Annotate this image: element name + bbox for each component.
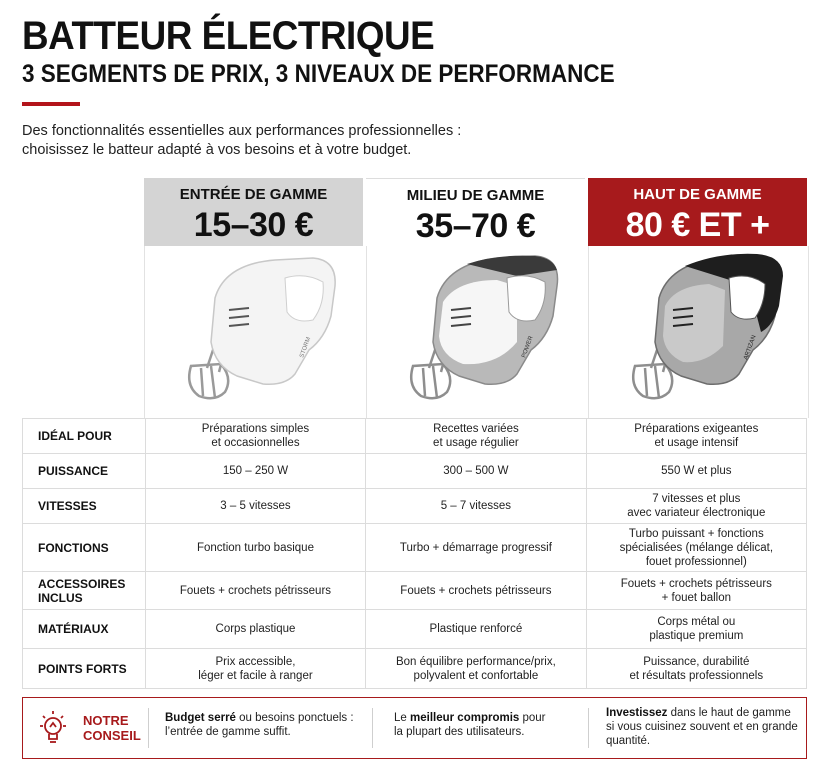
advice-text: dans le haut de gamme [667,707,791,719]
advice-box [22,697,807,759]
row-label [23,572,146,610]
table-row [23,419,807,454]
table-cell [366,419,587,454]
advice-label-line: NOTRE [83,713,129,728]
product-image-entry [144,246,364,418]
cell-line: léger et facile à ranger [198,669,313,682]
cell-line: et résultats professionnels [629,669,764,682]
price-range: 80 € ET + [625,206,770,244]
divider [148,708,149,748]
table-cell [145,610,365,649]
cell-line: fouet professionnel) [645,555,747,568]
page-subtitle: 3 SEGMENTS DE PRIX, 3 NIVEAUX DE PERFORMANCE [22,60,615,88]
brand-mark: POWER [521,335,535,359]
cell-line: Turbo puissant + fonctions [628,527,764,540]
table-row [23,572,807,610]
label-line: FONCTIONS [38,540,109,555]
label-line: VITESSES [38,499,97,513]
cell-line: Prix accessible, [215,655,296,668]
cell-line: et occasionnelles [211,437,300,449]
cell-line: 7 vitesses et plus [652,493,741,505]
accent-rule [22,102,80,106]
segment-label: ENTRÉE DE GAMME [179,186,328,203]
column-header-mid [366,178,585,247]
advice-emphasis: Budget serré [165,712,236,724]
cell-line: et usage intensif [654,437,739,449]
column-header-entry [144,178,363,246]
cell-line: polyvalent et confortable [413,669,539,682]
cell-line: et usage régulier [433,437,519,449]
intro-line: choisissez le batteur adapté à vos besoins et à votre budget. [22,142,412,158]
segment-label: HAUT DE GAMME [633,186,762,203]
column-header-high [588,178,807,246]
table-cell [145,489,365,524]
product-image-high [588,246,809,418]
advice-label [83,713,141,743]
cell-line: 3 – 5 vitesses [220,500,291,512]
product-image-mid [366,246,586,418]
mixer-body [211,258,335,384]
cell-line: Fonction turbo basique [196,541,314,554]
label-line: PUISSANCE [38,464,109,478]
cell-line: Plastique renforcé [429,623,523,635]
cell-line: avec variateur électronique [627,507,766,519]
table-cell [586,610,806,649]
cell-line: Préparations simples [201,423,310,435]
cell-line: spécialisées (mélange délicat, [619,541,774,554]
table-row [23,524,807,572]
price-range: 15–30 € [193,206,314,244]
advice-text: l’entrée de gamme suffit. [165,726,291,738]
hand-mixer-steel-image [589,246,808,418]
table-cell [366,572,587,610]
advice-item-premium [606,706,802,748]
label-line: IDÉAL POUR [38,429,112,443]
advice-item-compromise [394,711,594,739]
label-line: INCLUS [38,590,83,605]
table-cell [366,649,587,689]
cell-line: plastique premium [649,630,744,642]
table-cell [145,572,365,610]
hand-mixer-white-image [145,246,364,418]
advice-label-line: CONSEIL [83,728,141,743]
brand-mark: ARTIZAN [743,334,758,361]
table-row [23,610,807,649]
comparison-table [22,418,807,689]
advice-text: quantité. [606,735,651,747]
cell-line: Recettes variées [433,423,519,435]
advice-emphasis: meilleur compromis [410,712,520,724]
table-cell [586,524,806,572]
table-cell [586,489,806,524]
label-line: ACCESSOIRES [38,576,126,591]
cell-line: 550 W et plus [661,465,732,477]
table-row [23,489,807,524]
hand-mixer-silver-image [367,246,586,418]
cell-line: Puissance, durabilité [643,655,750,668]
row-label [23,489,146,524]
cell-line: Fouets + crochets pétrisseurs [620,577,772,590]
intro-text [22,122,542,160]
cell-line: + fouet ballon [661,591,732,604]
table-cell [586,572,806,610]
cell-line: 5 – 7 vitesses [440,500,512,512]
divider [588,708,589,748]
advice-emphasis: Investissez [606,707,668,719]
table-row [23,454,807,489]
intro-line: Des fonctionnalités essentielles aux performances professionnelles : [22,123,462,139]
price-range: 35–70 € [415,207,536,245]
advice-text: ou besoins ponctuels : [235,712,354,724]
cell-line: Préparations exigeantes [634,423,759,435]
table-cell [366,489,587,524]
advice-text: Le [394,712,410,724]
advice-text: la plupart des utilisateurs. [394,726,525,738]
cell-line: Corps plastique [215,623,296,635]
label-line: MATÉRIAUX [38,622,109,636]
label-line: POINTS FORTS [38,661,127,676]
cell-line: Bon équilibre performance/prix, [395,655,556,668]
cell-line: Turbo + démarrage progressif [399,541,552,554]
cell-line: Fouets + crochets pétrisseurs [179,584,332,597]
row-label [23,419,146,454]
table-cell [145,419,365,454]
page-title: BATTEUR ÉLECTRIQUE [22,14,435,58]
table-cell [145,524,365,572]
row-label [23,649,146,689]
brand-mark: STORM [299,336,313,359]
cell-line: Corps métal ou [657,616,736,628]
cell-line: 300 – 500 W [443,465,509,477]
table-cell [586,649,806,689]
row-label [23,454,146,489]
table-cell [366,610,587,649]
table-cell [366,454,587,489]
table-row [23,649,807,689]
table-cell [145,454,365,489]
segment-label: MILIEU DE GAMME [406,187,545,204]
lightbulb-icon [35,709,71,747]
table-cell [586,454,806,489]
cell-line: Fouets + crochets pétrisseurs [400,584,552,597]
row-label [23,524,146,572]
cell-line: 150 – 250 W [222,465,289,477]
table-cell [366,524,587,572]
advice-item-budget [165,711,375,739]
table-cell [586,419,806,454]
advice-text: si vous cuisinez souvent et en grande [606,721,798,733]
divider [372,708,373,748]
row-label [23,610,146,649]
advice-text: pour [519,712,546,724]
table-cell [145,649,365,689]
